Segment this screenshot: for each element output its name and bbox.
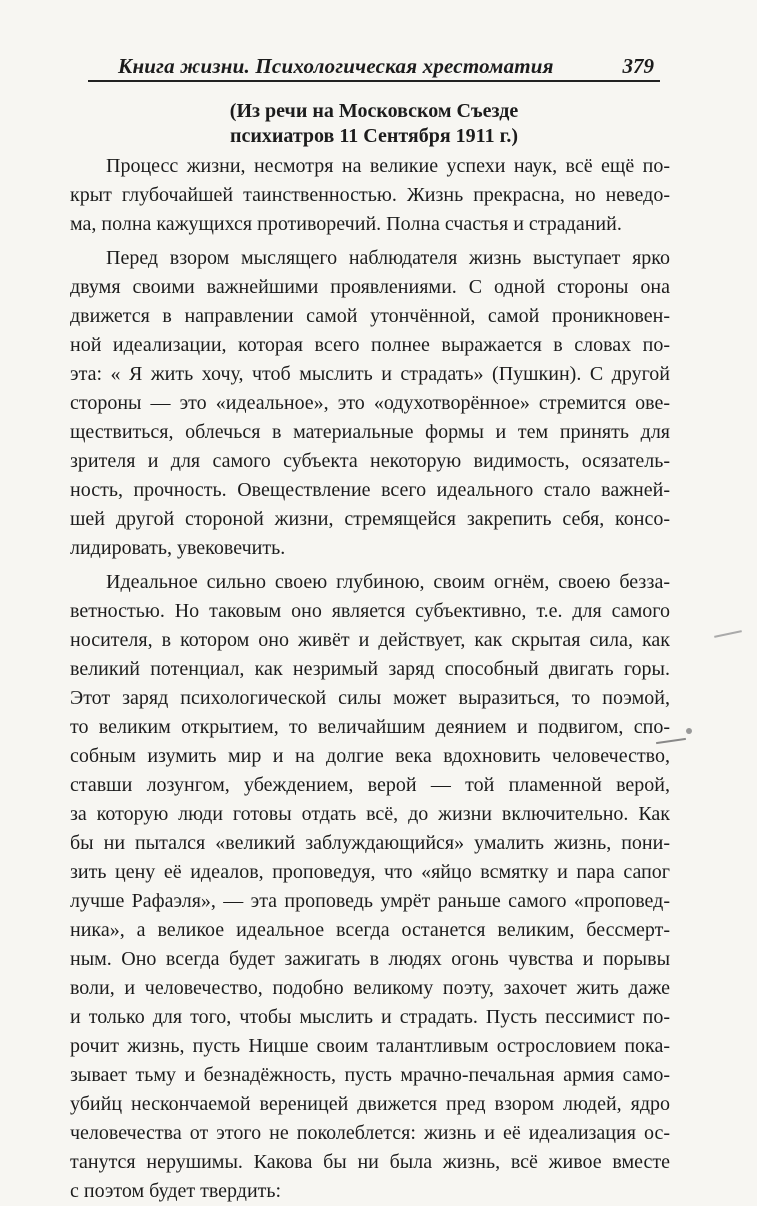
text-line: бы ни пытался «великий заблуждающийся» умалить жизнь, пони- (70, 832, 670, 854)
text-line: ным. Оно всегда будет зажигать в людях огонь чувства и порывы (70, 948, 670, 970)
text-line: зить цену её идеалов, проповедуя, что «яйцо всмятку и пара сапог (70, 861, 670, 883)
text-line: Этот заряд психологической силы может выразиться, то поэмой, (70, 687, 670, 709)
text-line: танутся нерушимы. Какова бы ни была жизнь, всё живое вместе (70, 1151, 670, 1173)
text-line: эта: « Я жить хочу, чтоб мыслить и страдать» (Пушкин). С другой (70, 363, 670, 385)
running-header-title: Книга жизни. Психологическая хрестоматия (118, 54, 554, 78)
running-header (88, 50, 660, 82)
text-line: носителя, в котором оно живёт и действует, как скрытая сила, как (70, 629, 670, 651)
text-line: собным изумить мир и на долгие века вдохновить человечество, (70, 745, 670, 767)
page-number: 379 (622, 54, 654, 78)
text-line: зрителя и для самого субъекта некоторую видимость, осязатель- (70, 450, 670, 472)
text-line: двумя своими важнейшими проявлениями. С одной стороны она (70, 276, 670, 298)
text-line: ществиться, облечься в материальные формы и тем принять для (70, 421, 670, 443)
text-line: с поэтом будет твердить: (70, 1180, 282, 1202)
text-line: ма, полна кажущихся противоречий. Полна счастья и страданий. (70, 213, 622, 235)
text-line: и только для того, чтобы мыслить и страдать. Пусть пессимист по- (70, 1006, 670, 1028)
scan-mark (686, 728, 692, 734)
text-line: стороны — это «идеальное», это «одухотворённое» стремится ове- (70, 392, 670, 414)
text-line: то великим открытием, то величайшим деянием и подвигом, спо- (70, 716, 670, 738)
text-line: движется в направлении самой утончённой, самой проникновен- (70, 305, 670, 327)
text-line: ставши лозунгом, убеждением, верой — той пламенной верой, (70, 774, 670, 796)
text-line: Перед взором мыслящего наблюдателя жизнь выступает ярко (106, 247, 670, 269)
text-line: ность, прочность. Овеществление всего идеального стало важней- (70, 479, 670, 501)
section-heading (88, 99, 660, 149)
text-line: крыт глубочайшей таинственностью. Жизнь прекрасна, но неведо- (70, 184, 670, 206)
text-line: Идеальное сильно своею глубиною, своим огнём, своею безза- (106, 571, 670, 593)
text-line: лучше Рафаэля», — эта проповедь умрёт раньше самого «проповед- (70, 890, 670, 912)
text-line: ника», а великое идеальное всегда останется великим, бессмерт- (70, 919, 670, 941)
text-line: убийц нескончаемой вереницей движется пред взором людей, ядро (70, 1093, 670, 1115)
text-line: лидировать, увековечить. (70, 537, 286, 559)
text-line: Процесс жизни, несмотря на великие успехи наук, всё ещё по- (106, 155, 670, 177)
scan-mark (714, 630, 742, 638)
section-heading-line-1: (Из речи на Московском Съезде (229, 100, 519, 122)
text-line: за которую люди готовы отдать всё, до жизни включительно. Как (70, 803, 670, 825)
text-line: ной идеализации, которая всего полнее выражается в словах по- (70, 334, 670, 356)
text-line: человечества от этого не поколеблется: жизнь и её идеализация ос- (70, 1122, 670, 1144)
text-line: шей другой стороной жизни, стремящейся закрепить себя, консо- (70, 508, 670, 530)
text-line: воли, и человечество, подобно великому поэту, захочет жить даже (70, 977, 670, 999)
text-line: зывает тьму и безнадёжность, пусть мрачно-печальная армия само- (70, 1064, 670, 1086)
section-heading-line-2: психиатров 11 Сентября 1911 г.) (229, 125, 519, 147)
body-text (70, 152, 670, 1206)
text-line: великий потенциал, как незримый заряд способный двигать горы. (70, 658, 670, 680)
text-line: рочит жизнь, пусть Ницше своим талантливым острословием пока- (70, 1035, 670, 1057)
text-line: ветностью. Но таковым оно является субъективно, т.е. для самого (70, 600, 670, 622)
